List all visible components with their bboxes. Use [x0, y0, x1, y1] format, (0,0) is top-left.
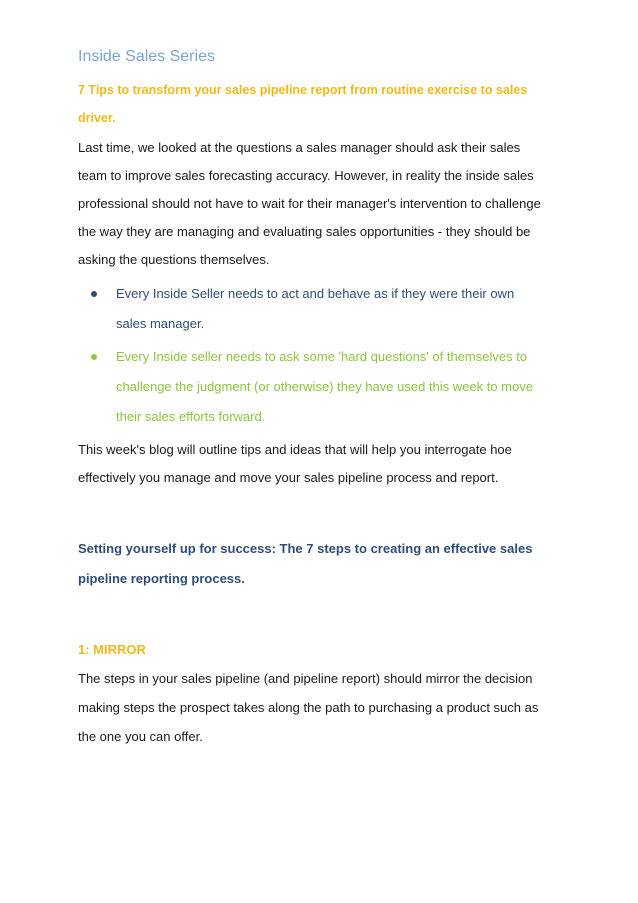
bullet-list [78, 279, 548, 432]
step-heading: 1: MIRROR [78, 642, 146, 657]
bullet-item [78, 342, 548, 432]
blog-outline-paragraph: This week's blog will outline tips and ideas that will help you interrogate hoe effectively you manage and move your sales pipeline process and report. [78, 442, 512, 485]
bullet-dot-icon [91, 354, 97, 360]
bullet-item [78, 279, 548, 339]
intro-paragraph: Last time, we looked at the questions a sales manager should ask their sales team to improve sales forecasting accuracy. However, in reality the inside sales professional should not have to wait for their manager's intervention to challenge the way they are managing and evaluating sales opportunities - they should be asking the questions themselves. [78, 140, 541, 267]
document-content [78, 44, 548, 751]
section-heading: Setting yourself up for success: The 7 steps to creating an effective sales pipeline reporting process. [78, 541, 533, 586]
step-paragraph: The steps in your sales pipeline (and pipeline report) should mirror the decision making steps the prospect takes along the path to purchasing a product such as the one you can offer. [78, 671, 539, 744]
article-subtitle: 7 Tips to transform your sales pipeline report from routine exercise to sales driver. [78, 83, 528, 125]
bullet-dot-icon [91, 291, 97, 297]
bullet-text: Every Inside seller needs to ask some 'hard questions' of themselves to challenge the judgment (or otherwise) they have used this week to move their sales efforts forward. [116, 349, 533, 424]
series-title: Inside Sales Series [78, 48, 215, 65]
bullet-text: Every Inside Seller needs to act and behave as if they were their own sales manager. [116, 286, 515, 331]
